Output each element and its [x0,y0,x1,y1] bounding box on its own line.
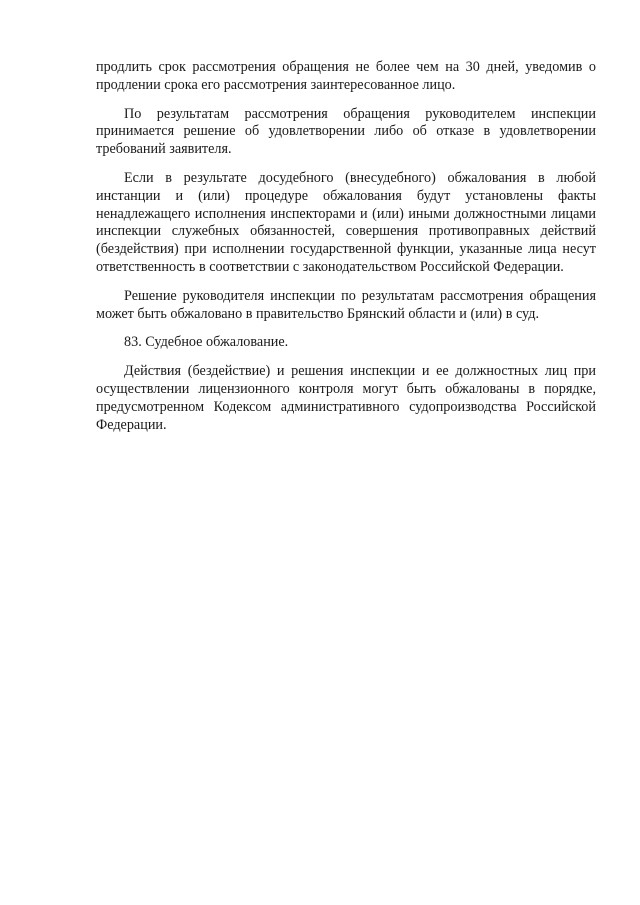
paragraph-judicial-appeal: Действия (бездействие) и решения инспекции и ее должностных лиц при осуществлении лицензионного контроля могут быть обжалованы в порядке, предусмотренном Кодексом административного судопроизводства Российской Федерации. [96,363,596,433]
paragraph-liability: Если в результате досудебного (внесудебного) обжалования в любой инстанции и (или) процедуре обжалования будут установлены факты ненадлежащего исполнения инспекторами и (или) иными должностными лицами инспекции служебных обязанностей, совершения противоправных действий (бездействия) при исполнении государственной функции, указанные лица несут ответственность в соответствии с законодательством Российской Федерации. [96,169,596,275]
section-heading-83: 83. Судебное обжалование. [124,334,289,351]
document-body [96,59,596,445]
paragraph-appeal: Решение руководителя инспекции по результатам рассмотрения обращения может быть обжаловано в правительство Брянский области и (или) в суд. [96,287,596,322]
paragraph-continuation: продлить срок рассмотрения обращения не более чем на 30 дней, уведомив о продлении срока его рассмотрения заинтересованное лицо. [96,59,596,93]
paragraph-decision: По результатам рассмотрения обращения руководителем инспекции принимается решение об удовлетворении либо об отказе в удовлетворении требований заявителя. [96,105,596,158]
